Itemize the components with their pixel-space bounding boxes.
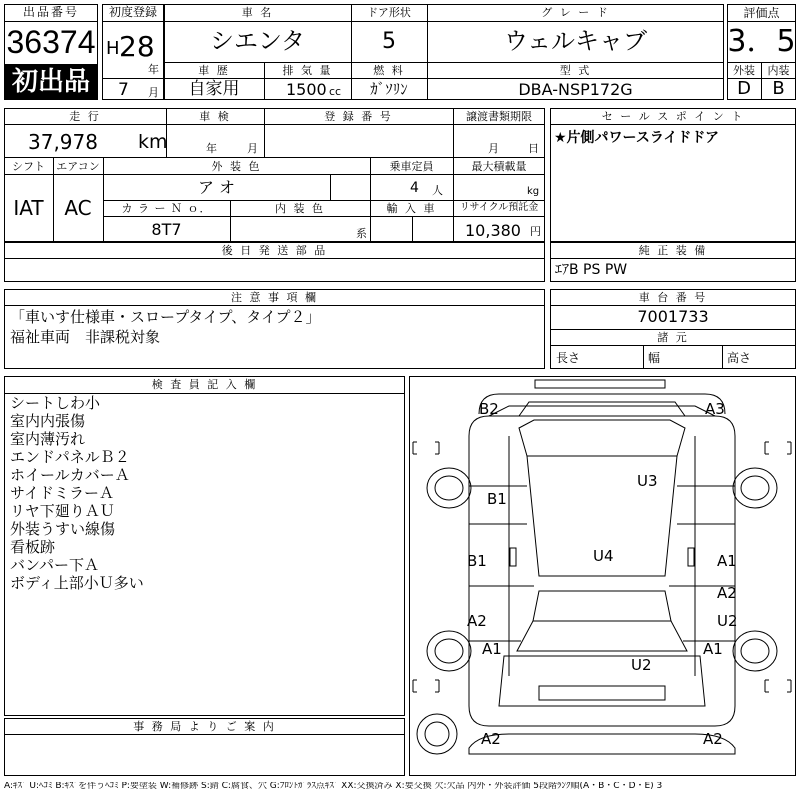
history-value: 自家用: [188, 79, 240, 99]
score-label: 評価点: [743, 6, 780, 20]
inspector-line: バンパー下Ａ: [10, 556, 99, 574]
ac-value: AC: [64, 196, 92, 220]
recycle-value: 10,380: [465, 221, 521, 240]
interior-color-unit: 系: [356, 227, 367, 240]
first-reg-label: 初度登録: [108, 5, 157, 19]
mark-a1-right: A1: [717, 552, 737, 570]
mark-a1-left: A1: [482, 640, 502, 658]
equipment-label: 純 正 装 備: [638, 244, 708, 257]
mileage-value: 37,978: [28, 130, 98, 154]
later-parts-label: 後 日 発 送 部 品: [221, 244, 328, 257]
registration-label: 登 録 番 号: [324, 110, 393, 123]
fuel-label: 燃 料: [373, 64, 405, 77]
score-value: 3．5: [727, 24, 796, 59]
mark-u4: U4: [593, 547, 614, 565]
transfer-label: 譲渡書類期限: [466, 110, 532, 123]
exterior-value: D: [737, 78, 751, 99]
mark-a2-right: A2: [717, 584, 737, 602]
notes-line2: 福祉車両 非課税対象: [10, 328, 161, 346]
fuel-value: ｶﾞｿﾘﾝ: [370, 80, 408, 98]
mileage-label: 走 行: [69, 110, 101, 123]
dims-label: 諸 元: [657, 331, 689, 344]
max-load-unit: kg: [527, 186, 540, 197]
color-no-label: カ ラ ー Ｎ ｏ．: [121, 202, 212, 215]
equipment-value: ｴｱB PS PW: [555, 262, 628, 278]
inspector-line: サイドミラーＡ: [10, 484, 114, 502]
mark-a3-top: A3: [705, 400, 725, 418]
lot-number: 36374: [6, 24, 96, 60]
inspection-label: 車 検: [199, 110, 231, 123]
mark-a1-right2: A1: [703, 640, 723, 658]
inspector-line: 外装うすい線傷: [10, 520, 116, 538]
capacity-label: 乗車定員: [389, 160, 434, 173]
inspector-line: 室内薄汚れ: [10, 430, 86, 448]
car-name: シエンタ: [209, 27, 306, 55]
exterior-color-label: 外 装 色: [211, 160, 262, 173]
length-label: 長さ: [556, 351, 581, 365]
mark-b1-side: B1: [467, 552, 487, 570]
shift-label: シフト: [12, 160, 45, 173]
displacement-unit: cc: [329, 85, 342, 98]
interior-label: 内装: [767, 64, 790, 77]
car-name-label: 車 名: [241, 6, 274, 19]
notes-label: 注 意 事 項 欄: [231, 291, 318, 304]
capacity-value: 4: [410, 180, 419, 196]
inspector-line: 看板跡: [10, 538, 56, 556]
door-value: 5: [382, 29, 396, 54]
ac-label: エアコン: [56, 160, 100, 173]
lot-label: 出品番号: [22, 5, 79, 19]
inspector-line: 室内内張傷: [10, 412, 86, 430]
office-label: 事 務 局 よ り ご 案 内: [133, 720, 276, 733]
sales-point-label: セ ー ル ス ポ イ ン ト: [601, 110, 745, 123]
history-label: 車 歴: [198, 64, 230, 77]
import-label: 輸 入 車: [386, 202, 437, 215]
transfer-day-unit: 日: [528, 142, 539, 155]
car-diagram: [409, 376, 796, 776]
mark-u3: U3: [637, 472, 658, 490]
width-label: 幅: [648, 351, 661, 365]
sales-point-box: [550, 108, 796, 242]
mark-a2-bottom-right: A2: [703, 730, 723, 748]
interior-value: B: [772, 78, 785, 99]
displacement-value: 1500: [286, 80, 327, 99]
mark-b2-top: B2: [479, 400, 499, 418]
mark-b1-left: B1: [487, 490, 507, 508]
capacity-unit: 人: [432, 184, 443, 197]
mark-u2-right: U2: [717, 612, 738, 630]
max-load-label: 最大積載量: [471, 160, 527, 173]
inspector-lines: [10, 396, 144, 594]
inspector-line: リヤ下廻りＡＵ: [10, 502, 115, 520]
color-no-value: 8T7: [151, 220, 182, 239]
inspector-line: ホイールカバーＡ: [10, 466, 130, 484]
details-box: [4, 108, 545, 242]
transfer-month-unit: 月: [488, 142, 499, 155]
inspection-year-unit: 年: [206, 142, 217, 155]
era-prefix: H: [106, 38, 120, 59]
displacement-label: 排 気 量: [282, 64, 333, 77]
year-unit: 年: [148, 63, 159, 76]
inspector-line: ボディ上部小Ｕ多い: [10, 574, 144, 592]
mark-a2-bottom-left: A2: [481, 730, 501, 748]
recycle-label: リサイクル預託金: [459, 202, 539, 213]
exterior-label: 外装: [733, 64, 755, 77]
exterior-color-value: ア オ: [197, 178, 236, 197]
sales-point-value: ★片側パワースライドドア: [554, 130, 720, 146]
door-label: ドア形状: [367, 6, 411, 19]
model-label: 型 式: [559, 64, 592, 77]
grade-label: グ レ ー ド: [541, 6, 610, 19]
inspector-label: 検 査 員 記 入 欄: [151, 378, 258, 391]
inspector-line: エンドパネルＢ２: [10, 448, 130, 466]
interior-color-label: 内 装 色: [275, 202, 325, 215]
inspector-line: シートしわ小: [10, 394, 101, 412]
month-value: 7: [118, 80, 129, 100]
recycle-unit: 円: [530, 225, 541, 238]
chassis-value: 7001733: [637, 307, 709, 326]
inspection-month-unit: 月: [247, 142, 258, 155]
first-listing-badge: 初出品: [11, 67, 90, 97]
year-value: 28: [119, 30, 155, 63]
shift-value: IAT: [13, 196, 44, 220]
grade-value: ウェルキャブ: [503, 27, 648, 55]
legend: A:ｷｽﾞ U:ﾍｺﾐ B:ｷｽﾞを伴うﾍｺﾐ P:要塗装 W:補修跡 S:錆 C:腐食、穴 G:ﾌﾛﾝﾄｶﾞﾗｽ点ｷｽﾞ XX:交換済み X:要交換 欠:欠品 内外・外装評価 5段階ﾗﾝｸ順(A・B・C・D・E) 3: [4, 782, 663, 791]
model-value: DBA-NSP172G: [518, 80, 633, 99]
mileage-unit: km: [138, 131, 168, 153]
notes-line1: 「車いす仕様車・スロープタイプ、タイプ２」: [10, 308, 321, 326]
mark-u2-bottom: U2: [631, 656, 652, 674]
chassis-label: 車 台 番 号: [638, 291, 708, 304]
month-unit: 月: [148, 86, 159, 99]
height-label: 高さ: [727, 351, 752, 365]
mark-a2-left: A2: [467, 612, 487, 630]
